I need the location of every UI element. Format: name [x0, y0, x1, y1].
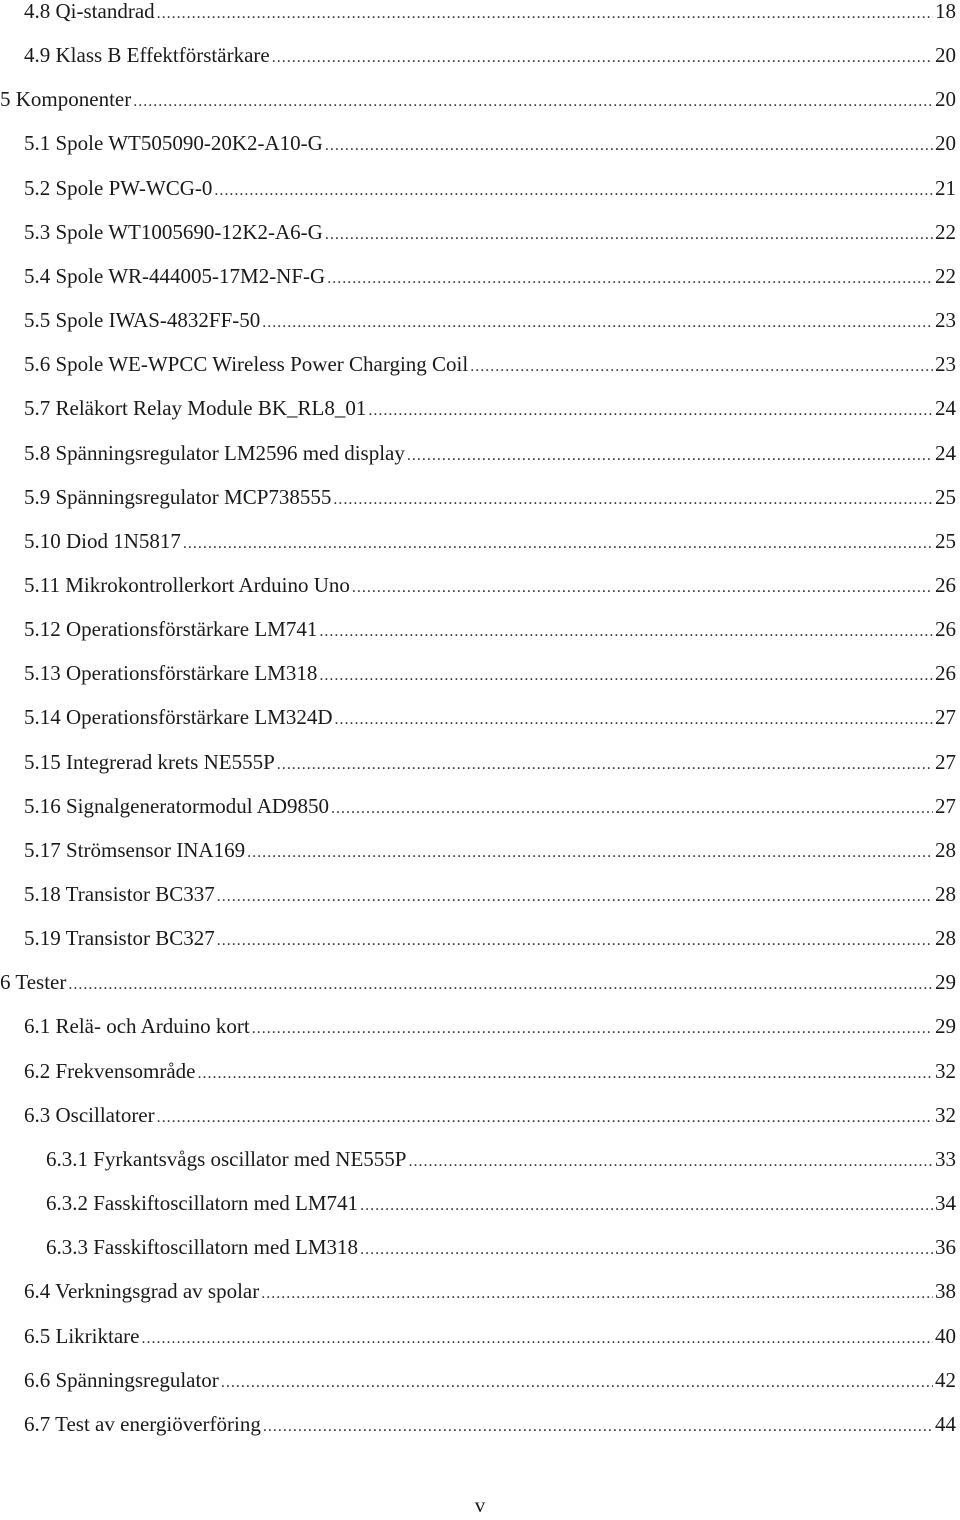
- toc-entry[interactable]: [46, 1188, 956, 1218]
- toc-entry-page: 32: [935, 1102, 956, 1127]
- toc-entry-title: 5.11 Mikrokontrollerkort Arduino Uno: [24, 572, 350, 597]
- toc-entry-title: 5.2 Spole PW-WCG-0: [24, 175, 213, 200]
- toc-dot-leader: [470, 352, 933, 382]
- toc-entry-page: 26: [935, 572, 956, 597]
- toc-entry-title: 5.16 Signalgeneratormodul AD9850: [24, 793, 330, 818]
- toc-entry[interactable]: [24, 747, 956, 777]
- toc-entry[interactable]: [24, 128, 956, 158]
- toc-dot-leader: [252, 1014, 933, 1044]
- toc-entry-title: 5.17 Strömsensor INA169: [24, 837, 246, 862]
- toc-entry-title: 5.14 Operationsförstärkare LM324D: [24, 705, 333, 730]
- toc-entry-title: 5.3 Spole WT1005690-12K2-A6-G: [24, 219, 323, 244]
- toc-dot-leader: [261, 1279, 933, 1309]
- toc-entry[interactable]: [46, 1144, 956, 1174]
- toc-entry-title: 5.10 Diod 1N5817: [24, 528, 181, 553]
- toc-entry-title: 5.18 Transistor BC337: [24, 882, 215, 906]
- toc-entry[interactable]: [24, 173, 956, 203]
- toc-entry-page: 21: [935, 175, 956, 200]
- toc-entry-title: 4.8 Qi-standrad: [24, 0, 155, 23]
- toc-entry-title: 6.1 Relä- och Arduino kort: [24, 1014, 250, 1039]
- toc-entry[interactable]: [24, 1011, 956, 1041]
- toc-entry[interactable]: [24, 393, 956, 423]
- toc-dot-leader: [368, 396, 933, 426]
- toc-entry-page: 28: [935, 837, 956, 862]
- toc-entry-title: 6.3.1 Fyrkantsvågs oscillator med NE555P: [46, 1146, 407, 1171]
- toc-entry-title: 5 Komponenter: [0, 87, 132, 112]
- toc-dot-leader: [277, 750, 933, 780]
- toc-entry[interactable]: [24, 526, 956, 556]
- toc-entry[interactable]: [24, 1409, 956, 1439]
- toc-entry[interactable]: [24, 1321, 956, 1351]
- toc-entry-title: 6.6 Spänningsregulator: [24, 1367, 219, 1392]
- page-number: v: [474, 1493, 486, 1517]
- toc-entry-page: 29: [935, 970, 956, 995]
- toc-entry-title: 6.3 Oscillatorer: [24, 1102, 155, 1127]
- toc-entry-title: 5.4 Spole WR-444005-17M2-NF-G: [24, 263, 326, 288]
- toc-entry[interactable]: [46, 1232, 956, 1262]
- toc-entry-page: 18: [935, 0, 956, 23]
- toc-entry[interactable]: [24, 1100, 956, 1130]
- toc-dot-leader: [141, 1324, 933, 1354]
- toc-entry-page: 38: [935, 1279, 956, 1304]
- toc-entry[interactable]: [24, 40, 956, 70]
- toc-entry-title: 5.7 Reläkort Relay Module BK_RL8_01: [24, 396, 367, 421]
- toc-entry-title: 5.5 Spole IWAS-4832FF-50: [24, 308, 261, 333]
- toc-entry[interactable]: [0, 967, 956, 997]
- toc-dot-leader: [408, 1147, 933, 1177]
- toc-dot-leader: [272, 43, 933, 73]
- toc-dot-leader: [157, 0, 933, 29]
- toc-entry-title: 5.9 Spänningsregulator MCP738555: [24, 484, 332, 509]
- toc-entry-title: 6.3.3 Fasskiftoscillatorn med LM318: [46, 1235, 359, 1260]
- toc-dot-leader: [157, 1103, 933, 1133]
- toc-entry[interactable]: [24, 305, 956, 335]
- toc-dot-leader: [247, 838, 933, 868]
- toc-entry-page: 22: [935, 263, 956, 288]
- toc-entry-page: 32: [935, 1058, 956, 1083]
- toc-entry-page: 24: [935, 396, 956, 421]
- toc-entry-page: 27: [935, 705, 956, 730]
- toc-dot-leader: [221, 1368, 933, 1398]
- toc-entry-page: 23: [935, 308, 956, 333]
- toc-entry-page: 25: [935, 484, 956, 509]
- toc-dot-leader: [214, 176, 933, 206]
- toc-dot-leader: [217, 926, 933, 956]
- toc-entry-page: 27: [935, 749, 956, 774]
- toc-dot-leader: [327, 264, 933, 294]
- toc-entry-title: 5.19 Transistor BC327: [24, 926, 215, 951]
- toc-entry-page: 25: [935, 528, 956, 553]
- toc-entry-title: 5.13 Operationsförstärkare LM318: [24, 661, 318, 686]
- toc-entry-title: 5.8 Spänningsregulator LM2596 med display: [24, 440, 405, 465]
- toc-dot-leader: [262, 308, 933, 338]
- toc-entry[interactable]: [24, 570, 956, 600]
- toc-dot-leader: [360, 1191, 933, 1221]
- toc-dot-leader: [407, 441, 933, 471]
- toc-dot-leader: [319, 661, 933, 691]
- toc-entry[interactable]: [24, 879, 956, 909]
- toc-entry-page: 23: [935, 352, 956, 377]
- toc-entry[interactable]: [24, 482, 956, 512]
- toc-entry-title: 6.7 Test av energiöverföring: [24, 1411, 261, 1436]
- toc-dot-leader: [331, 794, 933, 824]
- toc-entry[interactable]: [24, 438, 956, 468]
- toc-dot-leader: [352, 573, 933, 603]
- toc-dot-leader: [325, 220, 933, 250]
- toc-entry-title: 6.4 Verkningsgrad av spolar: [24, 1279, 260, 1304]
- toc-entry-page: 27: [935, 793, 956, 818]
- toc-dot-leader: [333, 485, 933, 515]
- toc-entry[interactable]: [24, 349, 956, 379]
- toc-entry[interactable]: [24, 658, 956, 688]
- toc-dot-leader: [183, 529, 933, 559]
- toc-entry[interactable]: [24, 0, 956, 26]
- toc-entry-page: 28: [935, 926, 956, 951]
- toc-dot-leader: [360, 1235, 933, 1265]
- toc-entry[interactable]: [24, 791, 956, 821]
- toc-entry-page: 26: [935, 661, 956, 686]
- toc-entry-title: 6.2 Frekvensområde: [24, 1058, 196, 1083]
- toc-entry[interactable]: [24, 1056, 956, 1086]
- toc-entry[interactable]: [24, 1365, 956, 1395]
- toc-dot-leader: [325, 131, 933, 161]
- toc-entry-title: 5.15 Integrerad krets NE555P: [24, 749, 275, 774]
- toc-dot-leader: [217, 882, 933, 912]
- toc-entry[interactable]: [24, 702, 956, 732]
- toc-entry[interactable]: [24, 261, 956, 291]
- toc-dot-leader: [133, 87, 933, 117]
- toc-dot-leader: [319, 617, 933, 647]
- toc-entry[interactable]: [24, 217, 956, 247]
- toc-entry-page: 22: [935, 219, 956, 244]
- toc-entry-title: 6.3.2 Fasskiftoscillatorn med LM741: [46, 1191, 359, 1216]
- toc-dot-leader: [263, 1412, 933, 1442]
- toc-dot-leader: [335, 705, 934, 735]
- toc-entry-page: 34: [935, 1191, 956, 1216]
- toc-entry-page: 24: [935, 440, 956, 465]
- toc-entry-page: 33: [935, 1146, 956, 1171]
- toc-entry-page: 36: [935, 1235, 956, 1260]
- toc-entry-title: 6 Tester: [0, 970, 67, 995]
- toc-entry[interactable]: [24, 835, 956, 865]
- toc-entry-title: 5.1 Spole WT505090-20K2-A10-G: [24, 131, 323, 156]
- toc-entry-title: 5.12 Operationsförstärkare LM741: [24, 617, 318, 642]
- toc-entry-page: 29: [935, 1014, 956, 1039]
- toc-entry-page: 20: [935, 43, 956, 68]
- toc-entry[interactable]: [24, 923, 956, 953]
- toc-entry-title: 5.6 Spole WE-WPCC Wireless Power Charging Coil: [24, 352, 469, 377]
- toc-entry-page: 28: [935, 882, 956, 906]
- toc-entry-page: 44: [935, 1411, 956, 1436]
- toc-entry-page: 42: [935, 1367, 956, 1392]
- toc-entry[interactable]: [24, 614, 956, 644]
- toc-entry[interactable]: [24, 1276, 956, 1306]
- toc-entry-page: 20: [935, 87, 956, 112]
- toc-dot-leader: [68, 970, 933, 1000]
- toc-entry-title: 4.9 Klass B Effektförstärkare: [24, 43, 270, 68]
- toc-entry[interactable]: [0, 84, 956, 114]
- toc-entry-page: 20: [935, 131, 956, 156]
- toc-entry-page: 26: [935, 617, 956, 642]
- toc-dot-leader: [197, 1059, 933, 1089]
- toc-entry-page: 40: [935, 1323, 956, 1348]
- toc-entry-title: 6.5 Likriktare: [24, 1323, 140, 1348]
